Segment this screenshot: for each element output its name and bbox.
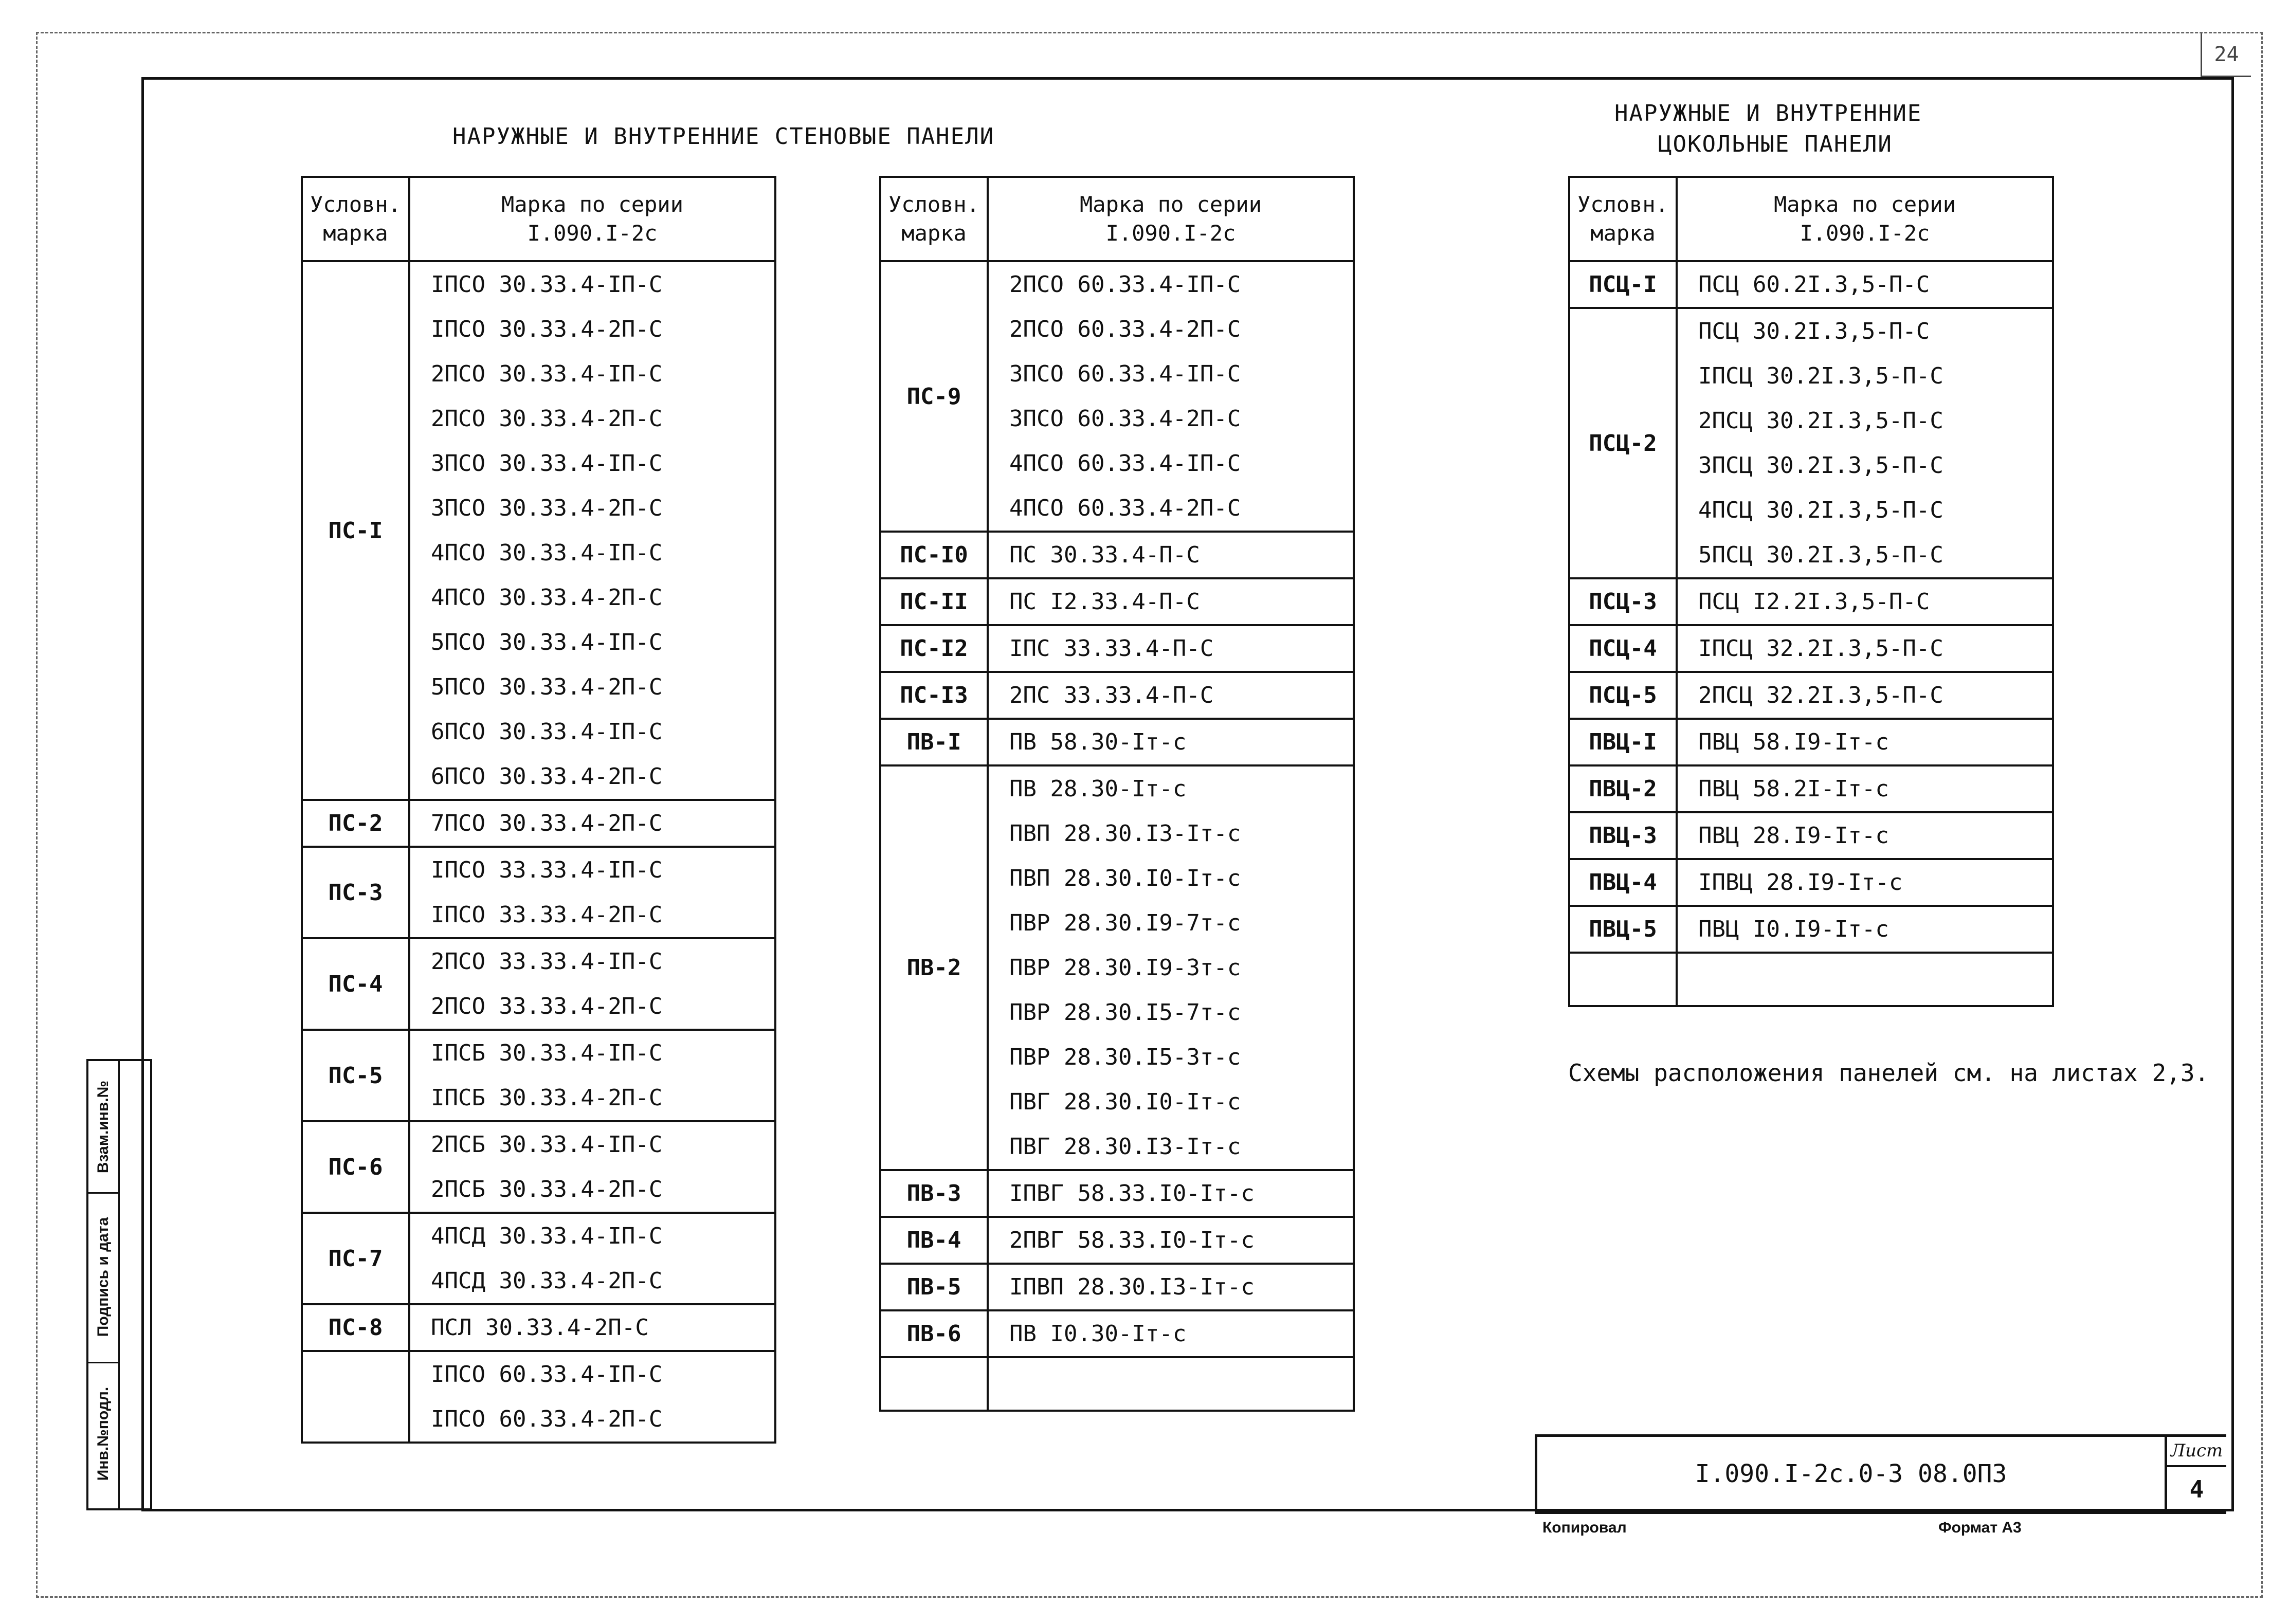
row-code: ПВ-5: [880, 1264, 988, 1310]
row-code: ПС-2: [302, 800, 409, 847]
panel-mark: 2ПСО 30.33.4-2П-С: [431, 406, 663, 432]
format-label: Формат А3: [1938, 1519, 2022, 1536]
panel-mark: 2ПСО 60.33.4-2П-С: [1009, 316, 1241, 342]
panel-mark: IПСО 60.33.4-2П-С: [431, 1406, 663, 1432]
panel-mark: 5ПСО 30.33.4-IП-С: [431, 629, 663, 655]
row-code: ПС-7: [302, 1213, 409, 1304]
row-code: ПВ-4: [880, 1217, 988, 1264]
panel-mark: ПВР 28.30.I5-7т-с: [1009, 999, 1241, 1026]
panel-mark: ПВГ 28.30.I3-Iт-с: [1009, 1134, 1241, 1160]
table-row: [880, 261, 1354, 532]
panel-mark: 2ПСО 33.33.4-2П-С: [431, 993, 663, 1019]
row-code: ПС-II: [880, 578, 988, 625]
panel-mark: ПВР 28.30.I9-3т-с: [1009, 955, 1241, 981]
row-marks: [988, 1217, 1354, 1264]
table-row: [1569, 261, 2053, 308]
row-marks: [1677, 719, 2053, 765]
panel-mark: IПСО 30.33.4-IП-С: [431, 271, 663, 298]
panel-mark: ПВП 28.30.I0-Iт-с: [1009, 865, 1241, 891]
copied-by-label: Копировал: [1542, 1519, 1627, 1536]
row-marks: [1677, 765, 2053, 812]
table-row: [302, 1121, 775, 1213]
table-row: [302, 1213, 775, 1304]
row-code: ПВ-I: [880, 719, 988, 765]
row-marks: [988, 578, 1354, 625]
panel-mark: 4ПСД 30.33.4-IП-С: [431, 1223, 663, 1249]
panel-mark: 4ПСО 60.33.4-2П-С: [1009, 495, 1241, 521]
table-row: [880, 719, 1354, 765]
row-marks: [1677, 578, 2053, 625]
row-code: ПС-9: [880, 261, 988, 532]
row-code: ПСЦ-I: [1569, 261, 1677, 308]
table-row: [302, 847, 775, 938]
row-code: ПВЦ-I: [1569, 719, 1677, 765]
row-marks: [1677, 261, 2053, 308]
wall-panels-table-2: [879, 176, 1355, 1412]
row-code: ПС-I0: [880, 532, 988, 578]
row-code: ПС-I2: [880, 625, 988, 672]
panel-mark: IПСЦ 30.2I.3,5-П-С: [1698, 363, 1943, 389]
plinth-panels-table: [1568, 176, 2054, 1007]
table-row: [880, 532, 1354, 578]
header-mark: Марка по серии I.090.I-2с: [988, 177, 1354, 261]
panel-mark: IПВП 28.30.I3-Iт-с: [1009, 1274, 1255, 1300]
row-code: ПВЦ-4: [1569, 859, 1677, 906]
panel-mark: IПСБ 30.33.4-IП-С: [431, 1040, 663, 1066]
header-code: Условн. марка: [1569, 177, 1677, 261]
panel-mark: IПСО 33.33.4-IП-С: [431, 857, 663, 883]
panel-mark: 2ПСЦ 30.2I.3,5-П-С: [1698, 408, 1943, 434]
table-row: [302, 261, 775, 800]
table-row: [880, 1170, 1354, 1217]
panel-mark: ПВГ 28.30.I0-Iт-с: [1009, 1089, 1241, 1115]
panel-mark: 2ПСО 30.33.4-IП-С: [431, 361, 663, 387]
panel-mark: 6ПСО 30.33.4-IП-С: [431, 719, 663, 745]
row-code: ПС-6: [302, 1121, 409, 1213]
panel-mark: ПСЛ 30.33.4-2П-С: [431, 1315, 649, 1341]
table-row: [1569, 625, 2053, 672]
row-marks: [988, 625, 1354, 672]
row-code: ПВЦ-2: [1569, 765, 1677, 812]
panel-mark: IПВЦ 28.I9-Iт-с: [1698, 869, 1903, 896]
table-row: [880, 1264, 1354, 1310]
row-marks: [988, 1264, 1354, 1310]
row-code: ПС-5: [302, 1030, 409, 1121]
row-marks: [409, 261, 775, 800]
row-code: ПС-8: [302, 1304, 409, 1351]
sheet-number-box: [2165, 1437, 2226, 1511]
wall-panels-title: НАРУЖНЫЕ И ВНУТРЕННИЕ СТЕНОВЫЕ ПАНЕЛИ: [452, 123, 995, 150]
panel-mark: 2ПСО 33.33.4-IП-С: [431, 948, 663, 975]
panel-mark: ПВ 28.30-Iт-с: [1009, 776, 1187, 802]
panel-mark: 3ПСЦ 30.2I.3,5-П-С: [1698, 452, 1943, 479]
header-code: Условн. марка: [302, 177, 409, 261]
panel-mark: 4ПСО 60.33.4-IП-С: [1009, 450, 1241, 477]
table-row: [302, 1030, 775, 1121]
panel-mark: ПВ I0.30-Iт-с: [1009, 1321, 1187, 1347]
panel-mark: ПВ 58.30-Iт-с: [1009, 729, 1187, 755]
panel-mark: 4ПСЦ 30.2I.3,5-П-С: [1698, 497, 1943, 523]
panel-mark: 2ПСБ 30.33.4-IП-С: [431, 1132, 663, 1158]
table-row: [1569, 578, 2053, 625]
panel-mark: ПВР 28.30.I5-3т-с: [1009, 1044, 1241, 1070]
panel-mark: 2ПСБ 30.33.4-2П-С: [431, 1176, 663, 1202]
panel-mark: IПС 33.33.4-П-С: [1009, 635, 1214, 662]
table-row: [302, 1351, 775, 1443]
panel-mark: 4ПСО 30.33.4-IП-С: [431, 540, 663, 566]
title-block-stamp: [1535, 1434, 2226, 1514]
row-marks: [988, 1170, 1354, 1217]
header-mark: Марка по серии I.090.I-2с: [409, 177, 775, 261]
row-marks: [409, 1351, 775, 1443]
table-row: [880, 578, 1354, 625]
table-row: [1569, 765, 2053, 812]
panel-mark: ПВЦ 58.I9-Iт-с: [1698, 729, 1889, 755]
table-row: [302, 1304, 775, 1351]
row-marks: [988, 1310, 1354, 1357]
panel-mark: 3ПСО 30.33.4-IП-С: [431, 450, 663, 477]
corner-number: 24: [2201, 33, 2251, 77]
row-code: ПВ-3: [880, 1170, 988, 1217]
panel-mark: ПВЦ I0.I9-Iт-с: [1698, 916, 1889, 942]
table-row: [880, 765, 1354, 1170]
panel-mark: ПВП 28.30.I3-Iт-с: [1009, 820, 1241, 847]
table-row: [1569, 719, 2053, 765]
table-row: [880, 1217, 1354, 1264]
wall-panels-table-1: [301, 176, 776, 1444]
sidebar-signature-date: Подпись и дата: [88, 1192, 118, 1363]
row-marks: [1677, 672, 2053, 719]
document-code: I.090.I-2с.0-3 08.0ПЗ: [1695, 1459, 2007, 1488]
panel-mark: ПСЦ 30.2I.3,5-П-С: [1698, 318, 1930, 344]
row-code: ПВ-2: [880, 765, 988, 1170]
row-marks: [988, 672, 1354, 719]
row-marks: [1677, 812, 2053, 859]
panel-mark: 2ПСО 60.33.4-IП-С: [1009, 271, 1241, 298]
panel-mark: ПВЦ 58.2I-Iт-с: [1698, 776, 1889, 802]
panel-mark: IПВГ 58.33.I0-Iт-с: [1009, 1180, 1255, 1207]
panel-mark: 2ПВГ 58.33.I0-Iт-с: [1009, 1227, 1255, 1253]
row-marks: [409, 1213, 775, 1304]
header-code: Условн. марка: [880, 177, 988, 261]
row-marks: [409, 800, 775, 847]
panel-mark: 7ПСО 30.33.4-2П-С: [431, 810, 663, 836]
sidebar-original-inventory: Инв.№подл.: [95, 1386, 112, 1481]
row-code: ПС-3: [302, 847, 409, 938]
row-marks: [409, 938, 775, 1030]
row-marks: [1677, 906, 2053, 953]
row-marks: [409, 1030, 775, 1121]
panel-mark: 3ПСО 60.33.4-2П-С: [1009, 406, 1241, 432]
panel-mark: IПСО 33.33.4-2П-С: [431, 902, 663, 928]
plinth-panels-title-line2: ЦОКОЛЬНЫЕ ПАНЕЛИ: [1658, 131, 1893, 157]
row-marks: [409, 1304, 775, 1351]
table-row: [302, 800, 775, 847]
row-code: ПСЦ-3: [1569, 578, 1677, 625]
panel-mark: IПСО 60.33.4-IП-С: [431, 1361, 663, 1388]
panel-mark: 6ПСО 30.33.4-2П-С: [431, 763, 663, 790]
row-marks: [1677, 308, 2053, 578]
row-code: ПС-I: [302, 261, 409, 800]
header-mark: Марка по серии I.090.I-2с: [1677, 177, 2053, 261]
table-row: [880, 1310, 1354, 1357]
panel-mark: 3ПСО 60.33.4-IП-С: [1009, 361, 1241, 387]
sidebar-replaced-inventory: Взам.инв.№: [88, 1061, 118, 1194]
table-row: [880, 672, 1354, 719]
sheet-number: 4: [2189, 1475, 2204, 1503]
table-row: [1569, 906, 2053, 953]
panel-mark: 5ПСЦ 30.2I.3,5-П-С: [1698, 542, 1943, 568]
table-filler-row: [880, 1357, 1354, 1411]
row-code: ПСЦ-4: [1569, 625, 1677, 672]
row-marks: [409, 1121, 775, 1213]
table-row: [1569, 308, 2053, 578]
row-code: ПВ-6: [880, 1310, 988, 1357]
row-code: ПС-4: [302, 938, 409, 1030]
panel-mark: ПСЦ 60.2I.3,5-П-С: [1698, 271, 1930, 298]
row-marks: [409, 847, 775, 938]
row-code: ПСЦ-5: [1569, 672, 1677, 719]
panel-mark: ПВЦ 28.I9-Iт-с: [1698, 823, 1889, 849]
row-marks: [1677, 859, 2053, 906]
row-code: ПСЦ-2: [1569, 308, 1677, 578]
table-row: [1569, 672, 2053, 719]
table-row: [302, 938, 775, 1030]
panel-mark: ПС 30.33.4-П-С: [1009, 542, 1200, 568]
row-marks: [988, 532, 1354, 578]
panel-mark: ПСЦ I2.2I.3,5-П-С: [1698, 589, 1930, 615]
table-row: [1569, 812, 2053, 859]
panel-mark: 4ПСД 30.33.4-2П-С: [431, 1268, 663, 1294]
panel-mark: 2ПС 33.33.4-П-С: [1009, 682, 1214, 708]
table-filler-row: [1569, 953, 2053, 1006]
panel-mark: 2ПСЦ 32.2I.3,5-П-С: [1698, 682, 1943, 708]
table-row: [880, 625, 1354, 672]
panel-mark: IПСБ 30.33.4-2П-С: [431, 1085, 663, 1111]
panel-mark: 3ПСО 30.33.4-2П-С: [431, 495, 663, 521]
row-marks: [988, 719, 1354, 765]
sheet-label: Лист: [2167, 1437, 2226, 1467]
panel-mark: IПСО 30.33.4-2П-С: [431, 316, 663, 342]
panel-mark: ПС I2.33.4-П-С: [1009, 589, 1200, 615]
plinth-panels-title-line1: НАРУЖНЫЕ И ВНУТРЕННИЕ: [1614, 100, 1922, 126]
row-code: [302, 1351, 409, 1443]
binding-margin-stamp: [86, 1059, 152, 1510]
row-code: ПВЦ-5: [1569, 906, 1677, 953]
row-code: ПВЦ-3: [1569, 812, 1677, 859]
panel-mark: IПСЦ 32.2I.3,5-П-С: [1698, 635, 1943, 662]
row-code: ПС-I3: [880, 672, 988, 719]
row-marks: [988, 261, 1354, 532]
row-marks: [1677, 625, 2053, 672]
panel-mark: 4ПСО 30.33.4-2П-С: [431, 585, 663, 611]
table-row: [1569, 859, 2053, 906]
panel-mark: ПВР 28.30.I9-7т-с: [1009, 910, 1241, 936]
layout-note: Схемы расположения панелей см. на листах 2,3.: [1568, 1059, 2209, 1087]
row-marks: [988, 765, 1354, 1170]
panel-mark: 5ПСО 30.33.4-2П-С: [431, 674, 663, 700]
